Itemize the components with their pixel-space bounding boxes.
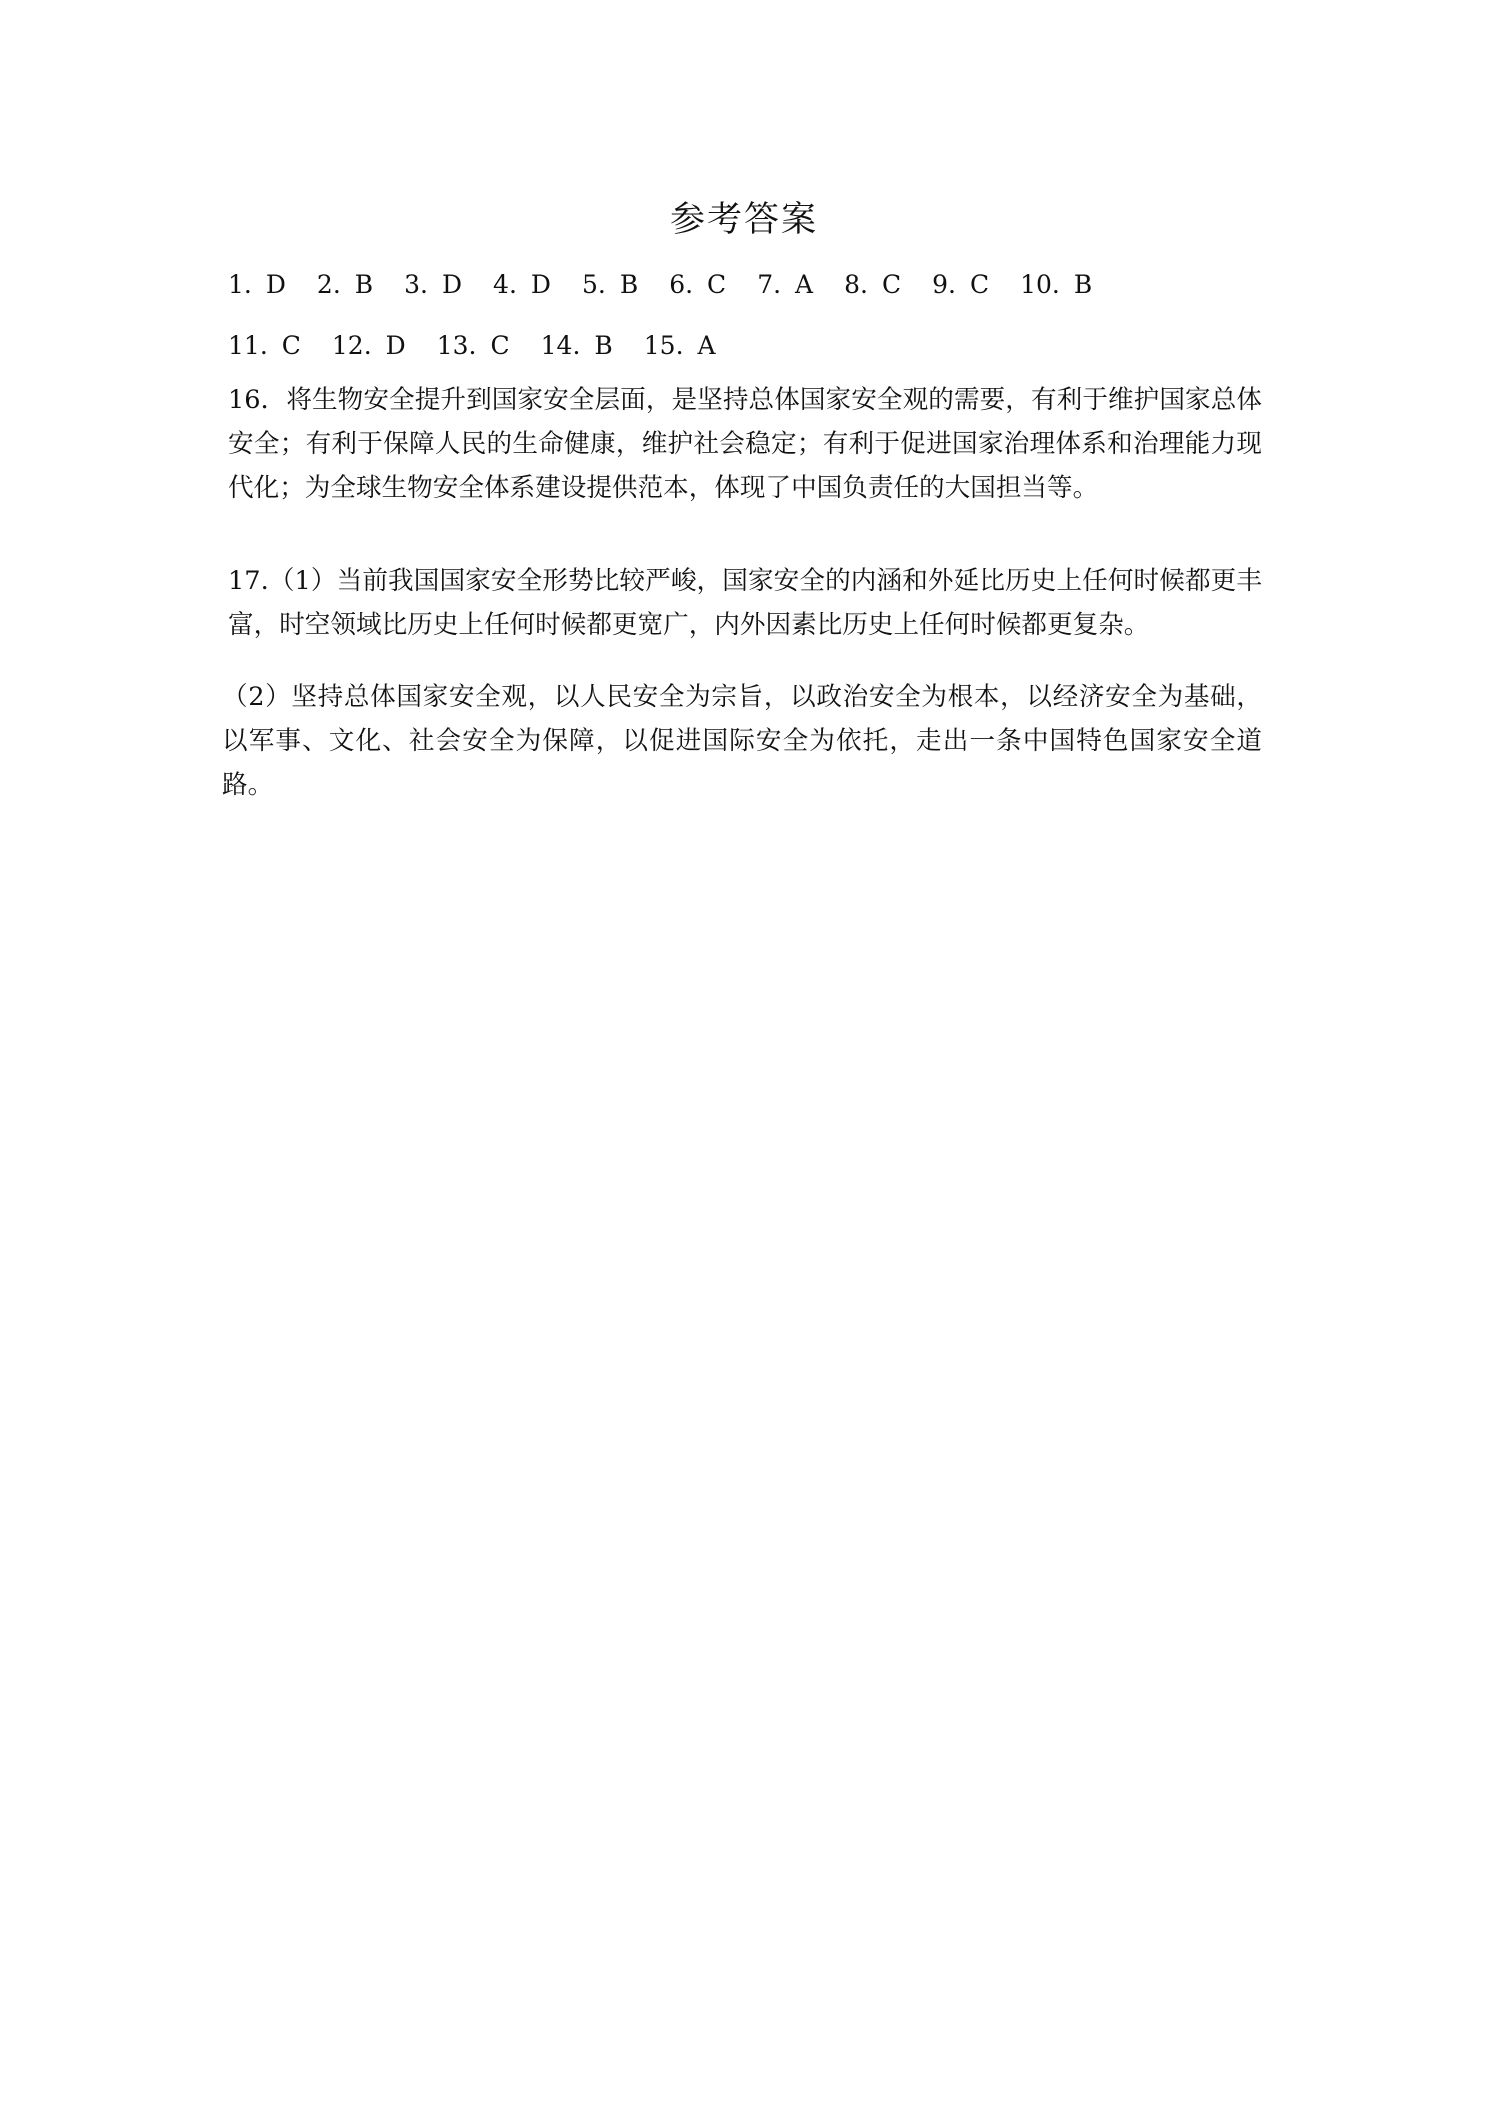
question-number: 11: [228, 331, 260, 360]
separator: .: [468, 331, 477, 360]
answer-letter: C: [490, 331, 510, 360]
question-number: 5: [581, 270, 598, 299]
question-number: 1: [228, 270, 244, 299]
answer-item: [404, 267, 462, 303]
answer-item: [317, 267, 373, 303]
separator: .: [420, 270, 428, 299]
answer-17-part-2: （2）坚持总体国家安全观，以人民安全为宗旨，以政治安全为根本，以经济安全为基础，以军事、文化、社会安全为保障，以促进国际安全为依托，走出一条中国特色国家安全道路。: [222, 682, 1262, 800]
answer-item: [541, 328, 613, 364]
answer-letter: D: [385, 331, 406, 360]
answer-letter: C: [707, 270, 727, 299]
answer-item: [844, 267, 901, 303]
answer-item: [493, 267, 551, 303]
answer-letter: B: [354, 270, 374, 299]
question-number: 9: [932, 270, 949, 299]
answer-item: [228, 328, 301, 364]
answer-item: [1020, 267, 1092, 303]
answer-letter: B: [619, 270, 639, 299]
answer-letter: D: [265, 270, 286, 299]
answer-item: [332, 328, 406, 364]
answer-letter: C: [881, 270, 902, 299]
answer-letter: C: [969, 270, 990, 299]
separator: .: [675, 331, 684, 360]
answer-17-part-1: 17.（1）当前我国国家安全形势比较严峻，国家安全的内涵和外延比历史上任何时候都更丰富，时空领域比历史上任何时候都更宽广，内外因素比历史上任何时候都更复杂。: [228, 566, 1262, 640]
separator: .: [773, 270, 782, 299]
separator: .: [332, 270, 341, 299]
question-number: 15: [643, 331, 676, 360]
answer-item: [437, 328, 510, 364]
question-number: 6: [669, 270, 686, 299]
separator: .: [597, 270, 606, 299]
answer-letter: A: [697, 331, 716, 360]
answer-letter: B: [1073, 270, 1093, 299]
answer-item: [644, 328, 716, 364]
question-number: 2: [316, 270, 333, 299]
question-number: 3: [404, 270, 421, 299]
question-number: 8: [844, 270, 861, 299]
page-title: 参考答案: [669, 200, 818, 240]
separator: .: [572, 331, 581, 360]
mc-answers-row-1: [228, 267, 1123, 303]
answer-item: [228, 267, 286, 303]
question-number: 4: [493, 270, 509, 299]
question-number: 7: [757, 270, 774, 299]
answer-letter: B: [594, 331, 613, 360]
answer-item: [582, 267, 638, 303]
answer-item: [757, 267, 813, 303]
question-number: 13: [436, 331, 469, 360]
answer-letter: A: [795, 270, 814, 299]
separator: .: [860, 270, 868, 299]
separator: .: [243, 270, 252, 299]
answer-16: 16．将生物安全提升到国家安全层面，是坚持总体国家安全观的需要，有利于维护国家总体安全；有利于保障人民的生命健康，维护社会稳定；有利于促进国家治理体系和治理能力现代化；为全球生物安全体系建设提供范本，体现了中国负责任的大国担当等。: [228, 385, 1262, 503]
answer-item: [669, 267, 726, 303]
separator: .: [685, 270, 694, 299]
separator: .: [259, 331, 268, 360]
answer-letter: C: [281, 331, 301, 360]
question-number: 12: [331, 331, 364, 360]
separator: .: [1051, 270, 1060, 299]
separator: .: [948, 270, 956, 299]
question-number: 10: [1020, 270, 1052, 299]
answer-item: [932, 267, 989, 303]
question-number: 14: [540, 331, 573, 360]
separator: .: [508, 270, 517, 299]
separator: .: [363, 331, 372, 360]
answer-letter: D: [530, 270, 551, 299]
mc-answers-row-2: [228, 328, 747, 364]
answer-letter: D: [442, 270, 463, 299]
